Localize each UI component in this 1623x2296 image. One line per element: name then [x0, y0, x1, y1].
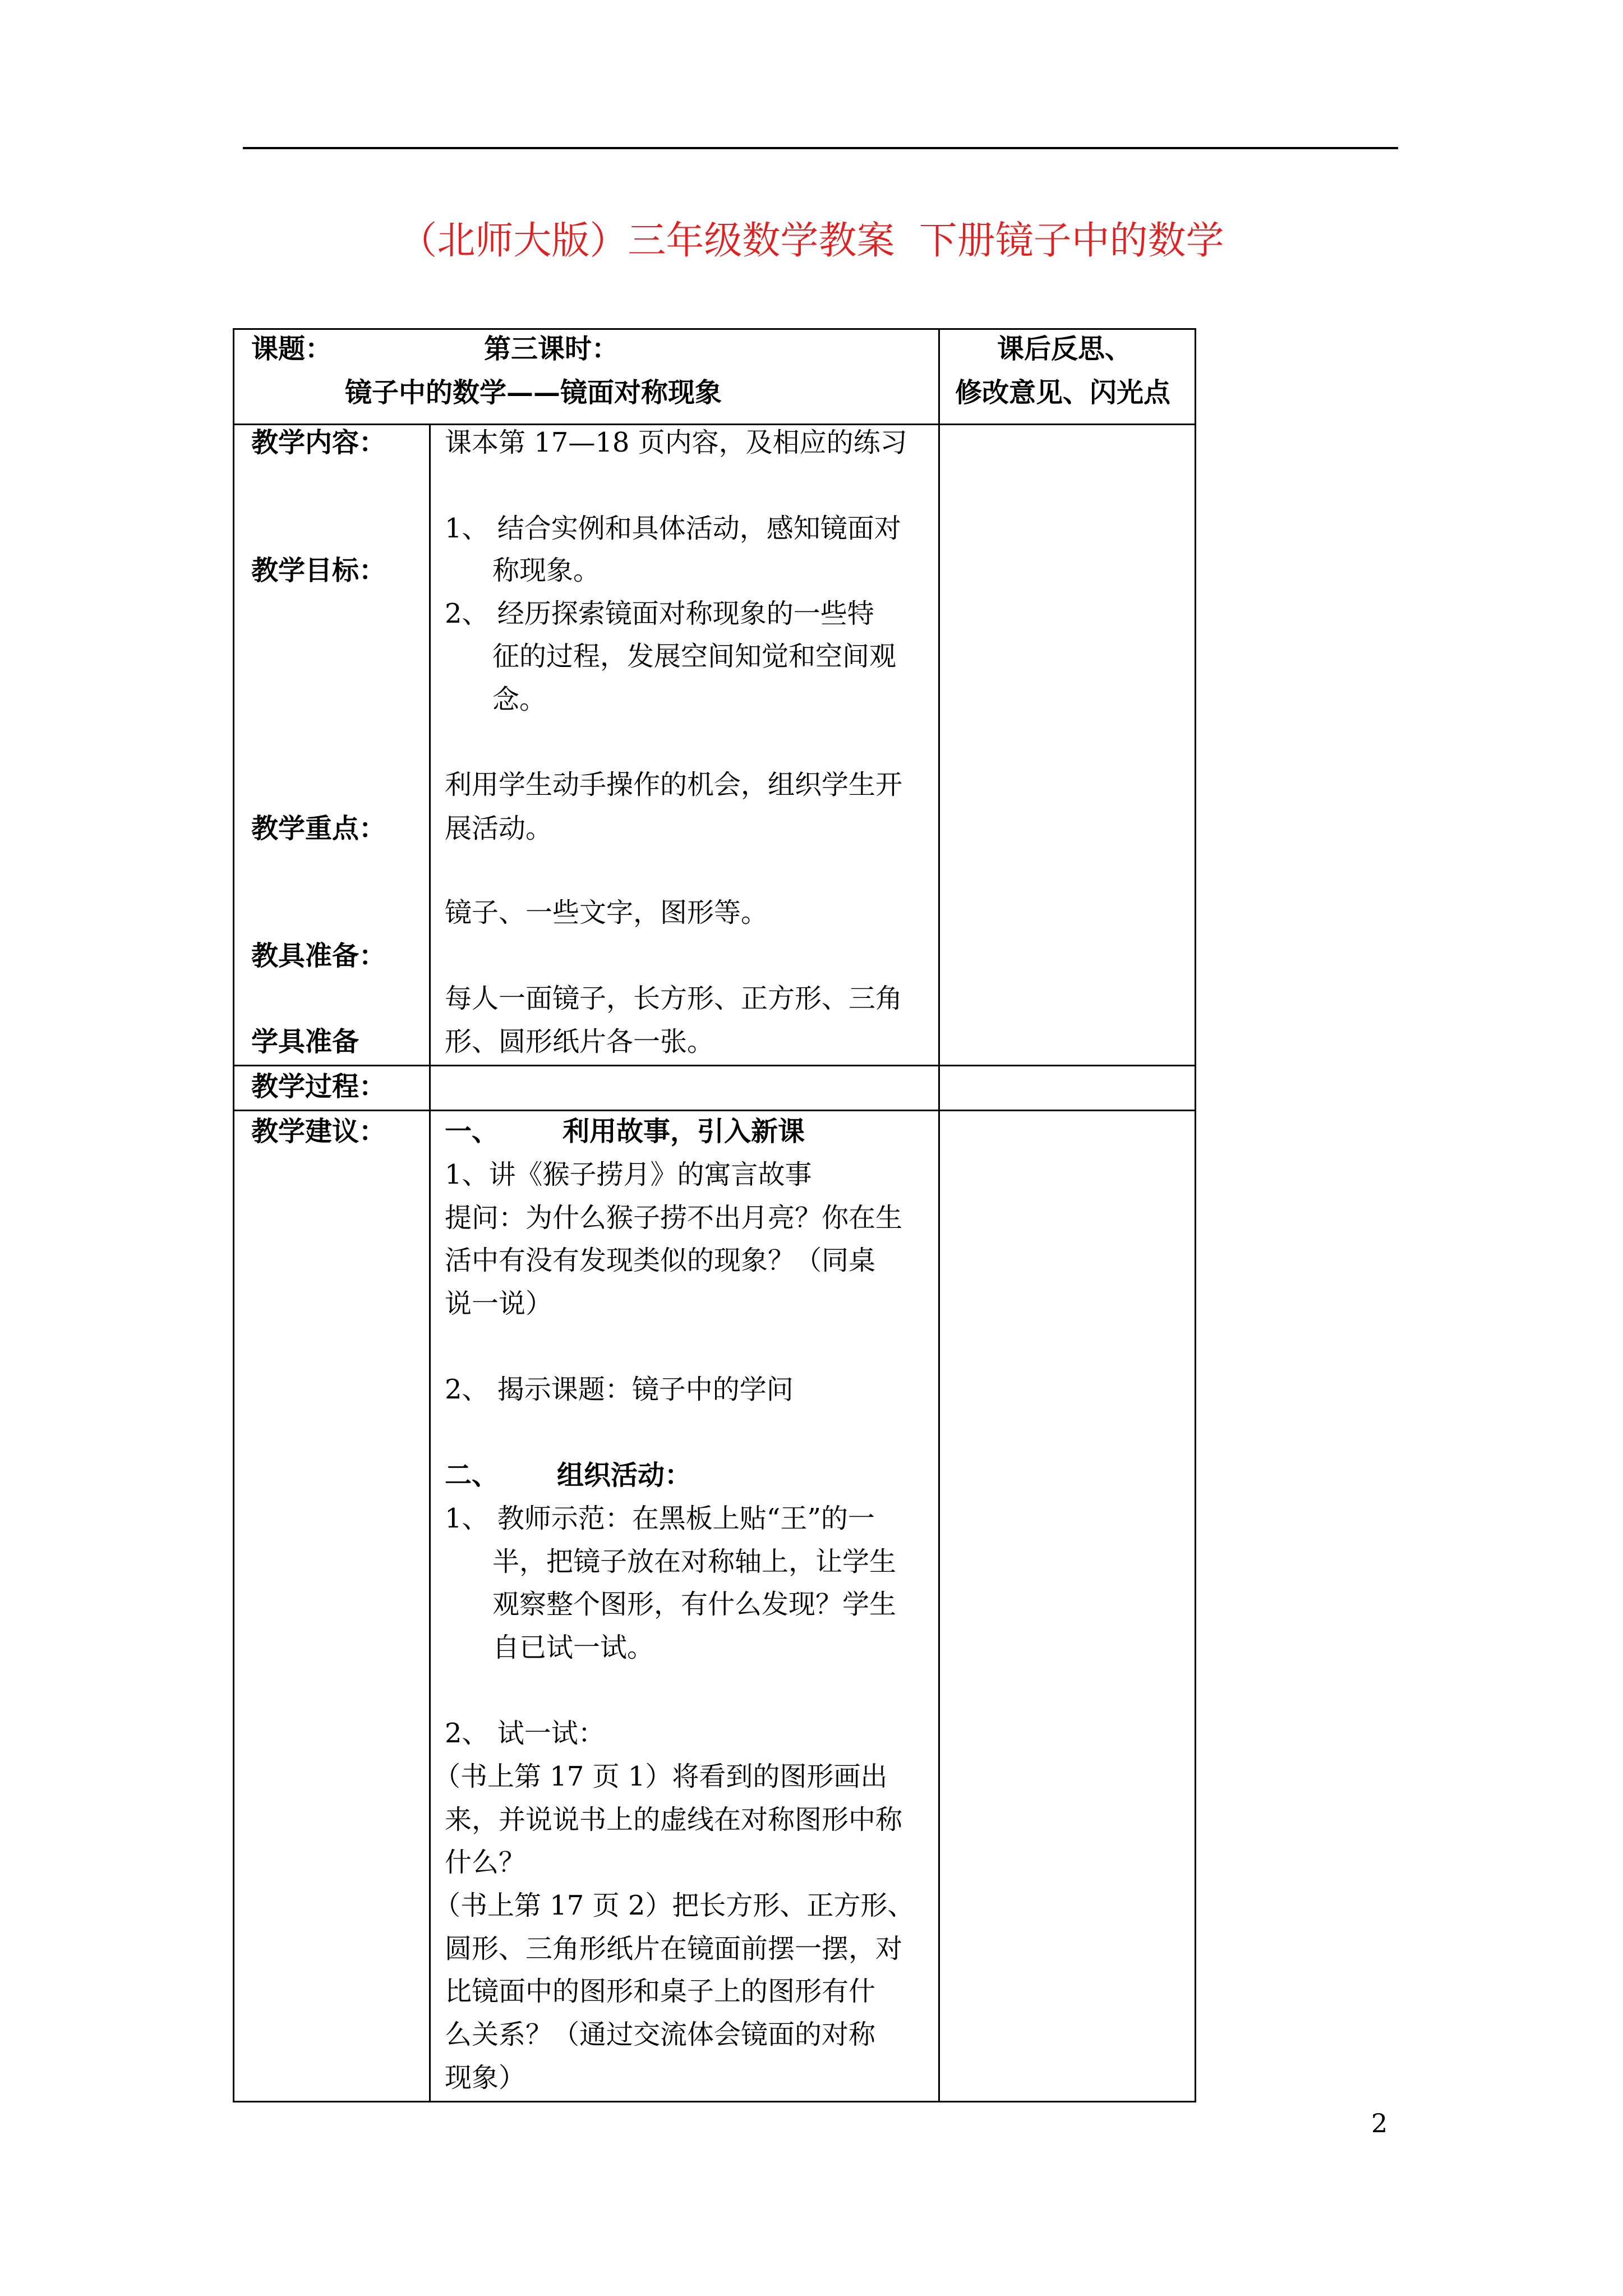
- section-1-item-1: 1、讲《猴子捞月》的寓言故事: [445, 1159, 812, 1190]
- section-2-item-2: 2、 试一试：: [445, 1718, 605, 1749]
- section-2-practice-2-line-1: （书上第 17 页 2）把长方形、正方形、: [434, 1890, 915, 1921]
- section-2-practice-1-line-2: 来，并说说书上的虚线在对称图形中称: [445, 1804, 903, 1835]
- header-rule: [243, 147, 1398, 149]
- document-title: （北师大版）三年级数学教案 下册镜子中的数学: [399, 219, 1224, 263]
- teacher-tools-text: 镜子、一些文字，图形等。: [445, 897, 768, 928]
- section-2-item-1-line-3: 观察整个图形，有什么发现？学生: [492, 1589, 897, 1620]
- label-process: 教学过程：: [251, 1071, 386, 1102]
- label-student-tools: 学具准备: [251, 1026, 359, 1057]
- section-2-practice-2-line-4: 么关系？（通过交流体会镜面的对称: [445, 2019, 876, 2050]
- lesson-plan-table: [233, 328, 1196, 2102]
- goal-2-line-3: 念。: [492, 684, 547, 715]
- section-2-practice-2-line-3: 比镜面中的图形和桌子上的图形有什: [445, 1976, 876, 2007]
- focus-line-2: 展活动。: [445, 813, 553, 844]
- reflection-header-line2: 修改意见、闪光点: [955, 377, 1171, 408]
- goal-2-line-2: 征的过程，发展空间知觉和空间观: [492, 641, 897, 672]
- content-text: 课本第 17—18 页内容，及相应的练习: [445, 427, 907, 458]
- student-tools-line-2: 形、圆形纸片各一张。: [445, 1026, 714, 1057]
- section-2-item-1-line-1: 1、 教师示范：在黑板上贴“王”的一: [445, 1503, 875, 1534]
- section-1-question-line-1: 提问：为什么猴子捞不出月亮？你在生: [445, 1202, 903, 1234]
- reflection-header-line1: 课后反思、: [997, 333, 1132, 365]
- lesson-label: 课题：: [251, 333, 333, 365]
- focus-line-1: 利用学生动手操作的机会，组织学生开: [445, 769, 903, 800]
- goal-1-line-1: 1、 结合实例和具体活动，感知镜面对: [445, 513, 901, 544]
- lesson-name: 镜子中的数学——镜面对称现象: [345, 377, 722, 408]
- section-2-title: 组织活动：: [557, 1460, 692, 1491]
- label-content: 教学内容：: [251, 427, 386, 458]
- lesson-period: 第三课时：: [484, 333, 619, 365]
- section-2-practice-1-line-3: 什么？: [445, 1847, 526, 1878]
- column-divider-1: [429, 425, 431, 2102]
- column-divider-2: [938, 330, 940, 2102]
- section-2-item-1-line-2: 半，把镜子放在对称轴上，让学生: [492, 1546, 897, 1577]
- goal-2-line-1: 2、 经历探索镜面对称现象的一些特: [445, 598, 874, 629]
- section-2-practice-1-line-1: （书上第 17 页 1）将看到的图形画出: [434, 1761, 888, 1792]
- section-1-number: 一、: [445, 1116, 499, 1147]
- section-2-item-1-line-4: 自已试一试。: [492, 1632, 654, 1663]
- section-1-question-line-3: 说一说）: [445, 1288, 553, 1319]
- label-goals: 教学目标：: [251, 555, 386, 586]
- page-number: 2: [1371, 2108, 1388, 2138]
- section-2-number: 二、: [445, 1460, 499, 1491]
- label-focus: 教学重点：: [251, 813, 386, 844]
- section-2-practice-2-line-2: 圆形、三角形纸片在镜面前摆一摆，对: [445, 1933, 903, 1964]
- section-2-practice-2-line-5: 现象）: [445, 2062, 526, 2093]
- label-suggestions: 教学建议：: [251, 1116, 386, 1147]
- section-1-title: 利用故事，引入新课: [562, 1116, 805, 1147]
- section-1-item-2: 2、 揭示课题：镜子中的学问: [445, 1374, 794, 1405]
- label-teacher-tools: 教具准备：: [251, 940, 386, 972]
- student-tools-line-1: 每人一面镜子，长方形、正方形、三角: [445, 983, 903, 1014]
- goal-1-line-2: 称现象。: [492, 555, 601, 586]
- section-1-question-line-2: 活中有没有发现类似的现象？（同桌: [445, 1245, 876, 1276]
